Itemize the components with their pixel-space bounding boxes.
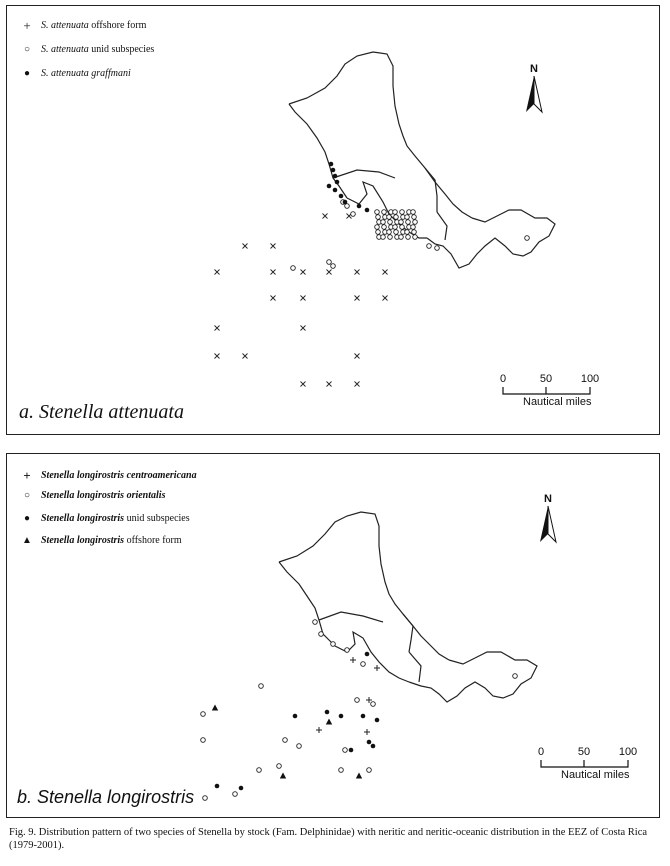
legend-label: orientalis (126, 490, 166, 501)
open-circle-marker (331, 264, 336, 269)
scale-tick: 50 (577, 746, 591, 758)
filled-circle-marker (325, 710, 330, 715)
open-circle-marker (525, 236, 530, 241)
open-circle-marker (331, 642, 336, 647)
map-panel-b (6, 453, 660, 818)
costa-rica-panama-border (409, 652, 421, 682)
legend-species: Stenella longirostris (41, 490, 125, 501)
plus-symbol-icon: + (23, 468, 31, 483)
open-circle-marker (381, 220, 386, 225)
scale-tick: 100 (580, 373, 600, 385)
open-circle-marker (400, 210, 405, 215)
offshore-form-marker (355, 354, 360, 359)
filled-circle-marker (293, 714, 298, 719)
panel-title-text: b. Stenella longirostris (17, 787, 195, 807)
filled-circle-marker (335, 180, 340, 185)
centroamericana-marker (316, 727, 322, 733)
open-circle-marker (277, 764, 282, 769)
legend-species: S. attenuata (41, 44, 89, 55)
open-circle-marker (297, 744, 302, 749)
open-circle-marker (257, 768, 262, 773)
north-arrow-b (535, 494, 561, 553)
open-circle-marker (388, 220, 393, 225)
north-arrow-icon (521, 74, 547, 118)
open-circle-marker (411, 210, 416, 215)
open-circle-marker (345, 204, 350, 209)
open-circle-marker (387, 215, 392, 220)
open-circle-marker (381, 235, 386, 240)
open-circle-marker (406, 220, 411, 225)
open-circle-marker (513, 674, 518, 679)
legend-label: offshore form (91, 20, 147, 31)
scale-bar-b (525, 746, 665, 786)
offshore-form-marker (215, 354, 220, 359)
open-circle-marker (427, 244, 432, 249)
open-circle-marker (375, 210, 380, 215)
open-circle-marker (388, 235, 393, 240)
open-circle-marker (393, 225, 398, 230)
open-circle-marker (201, 738, 206, 743)
legend-label: unid subspecies (91, 44, 155, 55)
filled-circle-marker (339, 194, 344, 199)
open-circle-marker (382, 210, 387, 215)
filled-circle-marker (215, 784, 220, 789)
offshore-form-marker (355, 382, 360, 387)
offshore-form-marker (301, 382, 306, 387)
open-circle-marker (351, 212, 356, 217)
offshore-form-marker (383, 270, 388, 275)
open-circle-marker (201, 712, 206, 717)
open-circle-marker (382, 225, 387, 230)
filled-circle-icon: ● (23, 513, 31, 524)
legend-label: unid subspecies (126, 513, 190, 524)
north-label: N (544, 493, 552, 505)
open-circle-marker (343, 748, 348, 753)
open-circle-marker (399, 220, 404, 225)
scale-tick: 100 (618, 746, 638, 758)
open-circle-marker (394, 230, 399, 235)
open-circle-marker (291, 266, 296, 271)
filled-circle-marker (367, 740, 372, 745)
open-circle-marker (319, 632, 324, 637)
costa-rica-outline (335, 632, 409, 682)
panel-title-b (17, 787, 194, 808)
open-circle-marker (233, 792, 238, 797)
filled-circle-marker (333, 174, 338, 179)
offshore-form-marker (215, 326, 220, 331)
filled-circle-marker (371, 744, 376, 749)
pacific-coast (279, 562, 335, 646)
offshore-form-marker (355, 296, 360, 301)
open-circle-marker (435, 246, 440, 251)
scale-tick: 50 (539, 373, 553, 385)
offshore-form-marker (327, 382, 332, 387)
open-circle-marker (413, 235, 418, 240)
open-circle-marker (327, 260, 332, 265)
open-circle-marker (371, 702, 376, 707)
legend-species: Stenella longirostris (41, 470, 125, 481)
caribbean-inner-coast (403, 614, 413, 652)
north-arrow-icon (535, 504, 561, 548)
coastline-map (289, 52, 555, 268)
open-circle-marker (376, 215, 381, 220)
offshore-form-marker (243, 244, 248, 249)
filled-circle-marker (365, 208, 370, 213)
scale-bar-a (487, 373, 627, 413)
centroamericana-marker (374, 665, 380, 671)
offshore-form-marker (271, 270, 276, 275)
filled-circle-marker (327, 184, 332, 189)
open-circle-marker (361, 662, 366, 667)
open-circle-marker (405, 230, 410, 235)
triangle-marker (212, 705, 218, 711)
map-panel-a (6, 5, 660, 435)
open-circle-marker (283, 738, 288, 743)
filled-circle-marker (329, 162, 334, 167)
nicaragua-costa-rica-border (319, 612, 383, 622)
offshore-form-marker (271, 296, 276, 301)
filled-circle-marker (365, 652, 370, 657)
offshore-form-marker (243, 354, 248, 359)
legend-species: S. attenuata graffmani (41, 68, 131, 79)
north-label: N (530, 63, 538, 75)
open-circle-marker (355, 698, 360, 703)
legend-label: centroamericana (126, 470, 197, 481)
offshore-form-marker (383, 296, 388, 301)
offshore-form-marker (301, 270, 306, 275)
open-circle-marker (406, 235, 411, 240)
offshore-form-marker (301, 326, 306, 331)
filled-circle-marker (375, 718, 380, 723)
caribbean-inner-coast (425, 168, 437, 212)
legend-species: Stenella longirostris (41, 513, 125, 524)
nicaragua-outline (289, 52, 472, 218)
open-circle-marker (393, 210, 398, 215)
scale-tick: 0 (537, 746, 545, 758)
open-circle-marker (412, 215, 417, 220)
filled-circle-marker (331, 168, 336, 173)
open-circle-marker (376, 230, 381, 235)
panama-outline (409, 652, 537, 702)
open-circle-marker (399, 235, 404, 240)
filled-circle-marker (333, 188, 338, 193)
legend-label: offshore form (126, 535, 182, 546)
filled-circle-marker (339, 714, 344, 719)
filled-circle-marker (343, 200, 348, 205)
panama-outline (427, 210, 555, 268)
figure-caption: Fig. 9. Distribution pattern of two species of Stenella by stock (Fam. Delphinidae) with neritic and neritic-oceanic distribution in the EEZ of Costa Rica (1979-2001). (9, 827, 648, 851)
legend-species: Stenella longirostris (41, 535, 125, 546)
filled-circle-marker (239, 786, 244, 791)
offshore-form-marker (271, 244, 276, 249)
filled-circle-marker (357, 204, 362, 209)
open-circle-marker (313, 620, 318, 625)
panel-title-text: a. Stenella attenuata (19, 401, 184, 423)
nicaragua-outline (279, 512, 449, 660)
offshore-form-marker (215, 270, 220, 275)
centroamericana-marker (350, 657, 356, 663)
filled-circle-icon: ● (23, 68, 31, 79)
coastline-map (279, 512, 537, 702)
filled-circle-marker (349, 748, 354, 753)
filled-circle-marker (361, 714, 366, 719)
scale-unit: Nautical miles (523, 396, 592, 408)
open-circle-icon: ○ (23, 44, 31, 55)
legend-species: S. attenuata (41, 20, 89, 31)
offshore-form-marker (323, 214, 328, 219)
north-arrow-a (521, 64, 547, 123)
triangle-marker (280, 773, 286, 779)
offshore-form-marker (301, 296, 306, 301)
open-circle-marker (259, 684, 264, 689)
centroamericana-marker (364, 729, 370, 735)
open-circle-marker (400, 225, 405, 230)
open-circle-marker (203, 796, 208, 801)
offshore-form-marker (355, 270, 360, 275)
plus-symbol-icon: + (23, 18, 31, 33)
open-circle-marker (345, 648, 350, 653)
open-circle-marker (387, 230, 392, 235)
panel-title-a (19, 401, 184, 424)
open-circle-marker (412, 230, 417, 235)
open-circle-marker (405, 215, 410, 220)
nicaragua-costa-rica-border (333, 170, 395, 178)
triangle-marker (356, 773, 362, 779)
map-a-svg (7, 6, 661, 436)
scale-tick: 0 (499, 373, 507, 385)
open-circle-marker (375, 225, 380, 230)
scale-unit: Nautical miles (561, 769, 630, 781)
filled-triangle-icon: ▲ (22, 535, 32, 546)
offshore-form-marker (327, 270, 332, 275)
costa-rica-panama-border (437, 212, 447, 240)
open-circle-marker (367, 768, 372, 773)
triangle-marker (326, 719, 332, 725)
open-circle-marker (394, 215, 399, 220)
open-circle-marker (339, 768, 344, 773)
pacific-coast (289, 104, 347, 198)
open-circle-icon: ○ (23, 490, 31, 501)
open-circle-marker (413, 220, 418, 225)
open-circle-marker (411, 225, 416, 230)
